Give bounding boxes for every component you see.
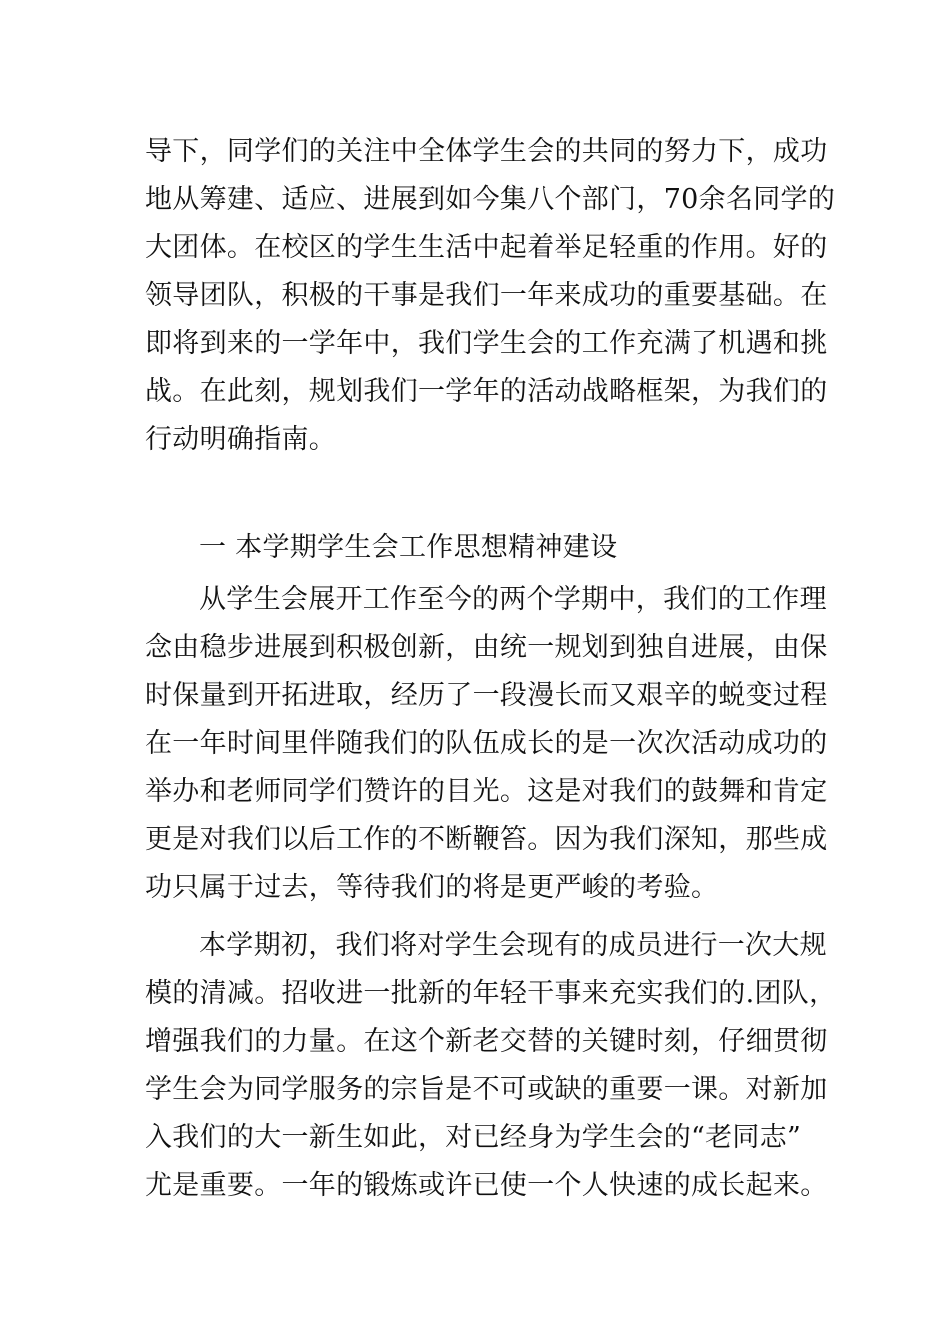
paragraph-1-line-5: 即将到来的一学年中，我们学生会的工作充满了机遇和挑 — [145, 328, 828, 359]
paragraph-2-line-4: 在一年时间里伴随我们的队伍成长的是一次次活动成功的 — [145, 728, 828, 759]
paragraph-1-line-6: 战。在此刻，规划我们一学年的活动战略框架，为我们的 — [145, 376, 828, 407]
paragraph-2-line-6: 更是对我们以后工作的不断鞭笞。因为我们深知，那些成 — [145, 824, 828, 855]
paragraph-2-line-2: 念由稳步进展到积极创新，由统一规划到独自进展，由保 — [145, 632, 828, 663]
paragraph-3-line-3: 增强我们的力量。在这个新老交替的关键时刻，仔细贯彻 — [145, 1026, 828, 1057]
paragraph-3-line-1: 本学期初，我们将对学生会现有的成员进行一次大规 — [199, 930, 827, 961]
paragraph-3-line-6: 尤是重要。一年的锻炼或许已使一个人快速的成长起来。 — [145, 1170, 828, 1201]
paragraph-3-line-2: 模的清减。招收进一批新的年轻干事来充实我们的.团队， — [145, 978, 837, 1009]
paragraph-1-line-2: 地从筹建、适应、进展到如今集八个部门，70余名同学的 — [145, 184, 836, 215]
paragraph-1-line-7: 行动明确指南。 — [145, 424, 337, 455]
paragraph-1-line-4: 领导团队，积极的干事是我们一年来成功的重要基础。在 — [145, 280, 828, 311]
paragraph-3-line-4: 学生会为同学服务的宗旨是不可或缺的重要一课。对新加 — [145, 1074, 828, 1105]
paragraph-1-line-1: 导下，同学们的关注中全体学生会的共同的努力下，成功 — [145, 136, 828, 167]
paragraph-3-line-5: 入我们的大一新生如此，对已经身为学生会的“老同志” — [145, 1122, 802, 1153]
paragraph-2-line-1: 从学生会展开工作至今的两个学期中，我们的工作理 — [199, 584, 827, 615]
paragraph-2-line-5: 举办和老师同学们赞许的目光。这是对我们的鼓舞和肯定 — [145, 776, 828, 807]
paragraph-2-line-7: 功只属于过去，等待我们的将是更严峻的考验。 — [145, 872, 719, 903]
section-heading: 一 本学期学生会工作思想精神建设 — [199, 532, 618, 563]
paragraph-1-line-3: 大团体。在校区的学生生活中起着举足轻重的作用。好的 — [145, 232, 828, 263]
paragraph-2-line-3: 时保量到开拓进取，经历了一段漫长而又艰辛的蜕变过程 — [145, 680, 828, 711]
